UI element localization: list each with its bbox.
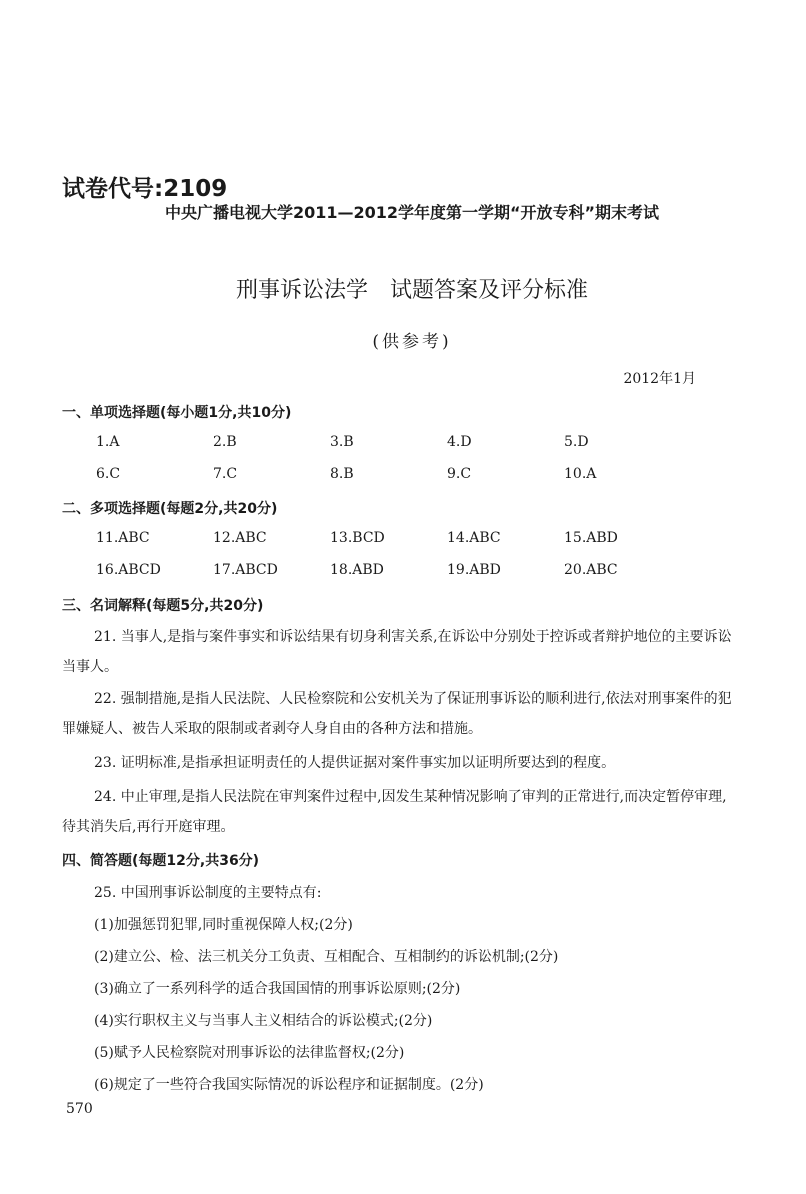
answer-item: 19.ABD: [447, 562, 501, 578]
answer-item: 3.B: [330, 434, 354, 450]
answer-item: 15.ABD: [564, 530, 618, 546]
answer-item: 2.B: [213, 434, 237, 450]
answer-item: 5.D: [564, 434, 589, 450]
answer-point: (5)赋予人民检察院对刑事诉讼的法律监督权;(2分): [94, 1045, 405, 1061]
document-date: 2012年1月: [623, 371, 696, 387]
answer-item: 18.ABD: [330, 562, 384, 578]
definition-paragraph: 24. 中止审理,是指人民法院在审判案件过程中,因发生某种情况影响了审判的正常进行,而决定暂停审理,待其消失后,再行开庭审理。: [62, 789, 727, 835]
answer-item: 4.D: [447, 434, 472, 450]
answer-point: (6)规定了一些符合我国实际情况的诉讼程序和证据制度。(2分): [94, 1077, 484, 1093]
answer-item: 6.C: [96, 466, 121, 482]
answer-point: (3)确立了一系列科学的适合我国国情的刑事诉讼原则;(2分): [94, 981, 461, 997]
section-heading-short-answer: 四、简答题(每题12分,共36分): [62, 853, 260, 869]
answer-item: 12.ABC: [213, 530, 267, 546]
answer-item: 1.A: [96, 434, 120, 450]
answer-item: 9.C: [447, 466, 472, 482]
section-heading-multiple-choice: 二、多项选择题(每题2分,共20分): [62, 501, 278, 517]
answer-item: 11.ABC: [96, 530, 150, 546]
document-title: 刑事诉讼法学 试题答案及评分标准: [235, 278, 588, 303]
answer-point: (1)加强惩罚犯罪,同时重视保障人权;(2分): [94, 917, 353, 933]
answer-point: (2)建立公、检、法三机关分工负责、互相配合、互相制约的诉讼机制;(2分): [94, 949, 559, 965]
document-subtitle: (供参考): [372, 332, 452, 352]
question-intro: 25. 中国刑事诉讼制度的主要特点有:: [94, 885, 322, 901]
answer-item: 14.ABC: [447, 530, 501, 546]
definition-paragraph: 23. 证明标准,是指承担证明责任的人提供证据对案件事实加以证明所要达到的程度。: [94, 755, 616, 771]
answer-point: (4)实行职权主义与当事人主义相结合的诉讼模式;(2分): [94, 1013, 433, 1029]
answer-item: 13.BCD: [330, 530, 385, 546]
answer-item: 10.A: [564, 466, 597, 482]
answer-item: 8.B: [330, 466, 354, 482]
section-heading-term-definitions: 三、名词解释(每题5分,共20分): [62, 598, 264, 614]
answer-item: 7.C: [213, 466, 238, 482]
answer-item: 20.ABC: [564, 562, 618, 578]
answer-item: 17.ABCD: [213, 562, 278, 578]
exam-name: 中央广播电视大学2011—2012学年度第一学期“开放专科”期末考试: [164, 203, 660, 222]
paper-code: 试卷代号:2109: [62, 176, 228, 202]
page-number: 570: [66, 1101, 93, 1117]
section-heading-single-choice: 一、单项选择题(每小题1分,共10分): [62, 405, 292, 421]
answer-item: 16.ABCD: [96, 562, 161, 578]
definition-paragraph: 22. 强制措施,是指人民法院、人民检察院和公安机关为了保证刑事诉讼的顺利进行,依法对刑事案件的犯罪嫌疑人、被告人采取的限制或者剥夺人身自由的各种方法和措施。: [62, 691, 732, 737]
definition-paragraph: 21. 当事人,是指与案件事实和诉讼结果有切身利害关系,在诉讼中分别处于控诉或者辩护地位的主要诉讼当事人。: [62, 629, 732, 675]
